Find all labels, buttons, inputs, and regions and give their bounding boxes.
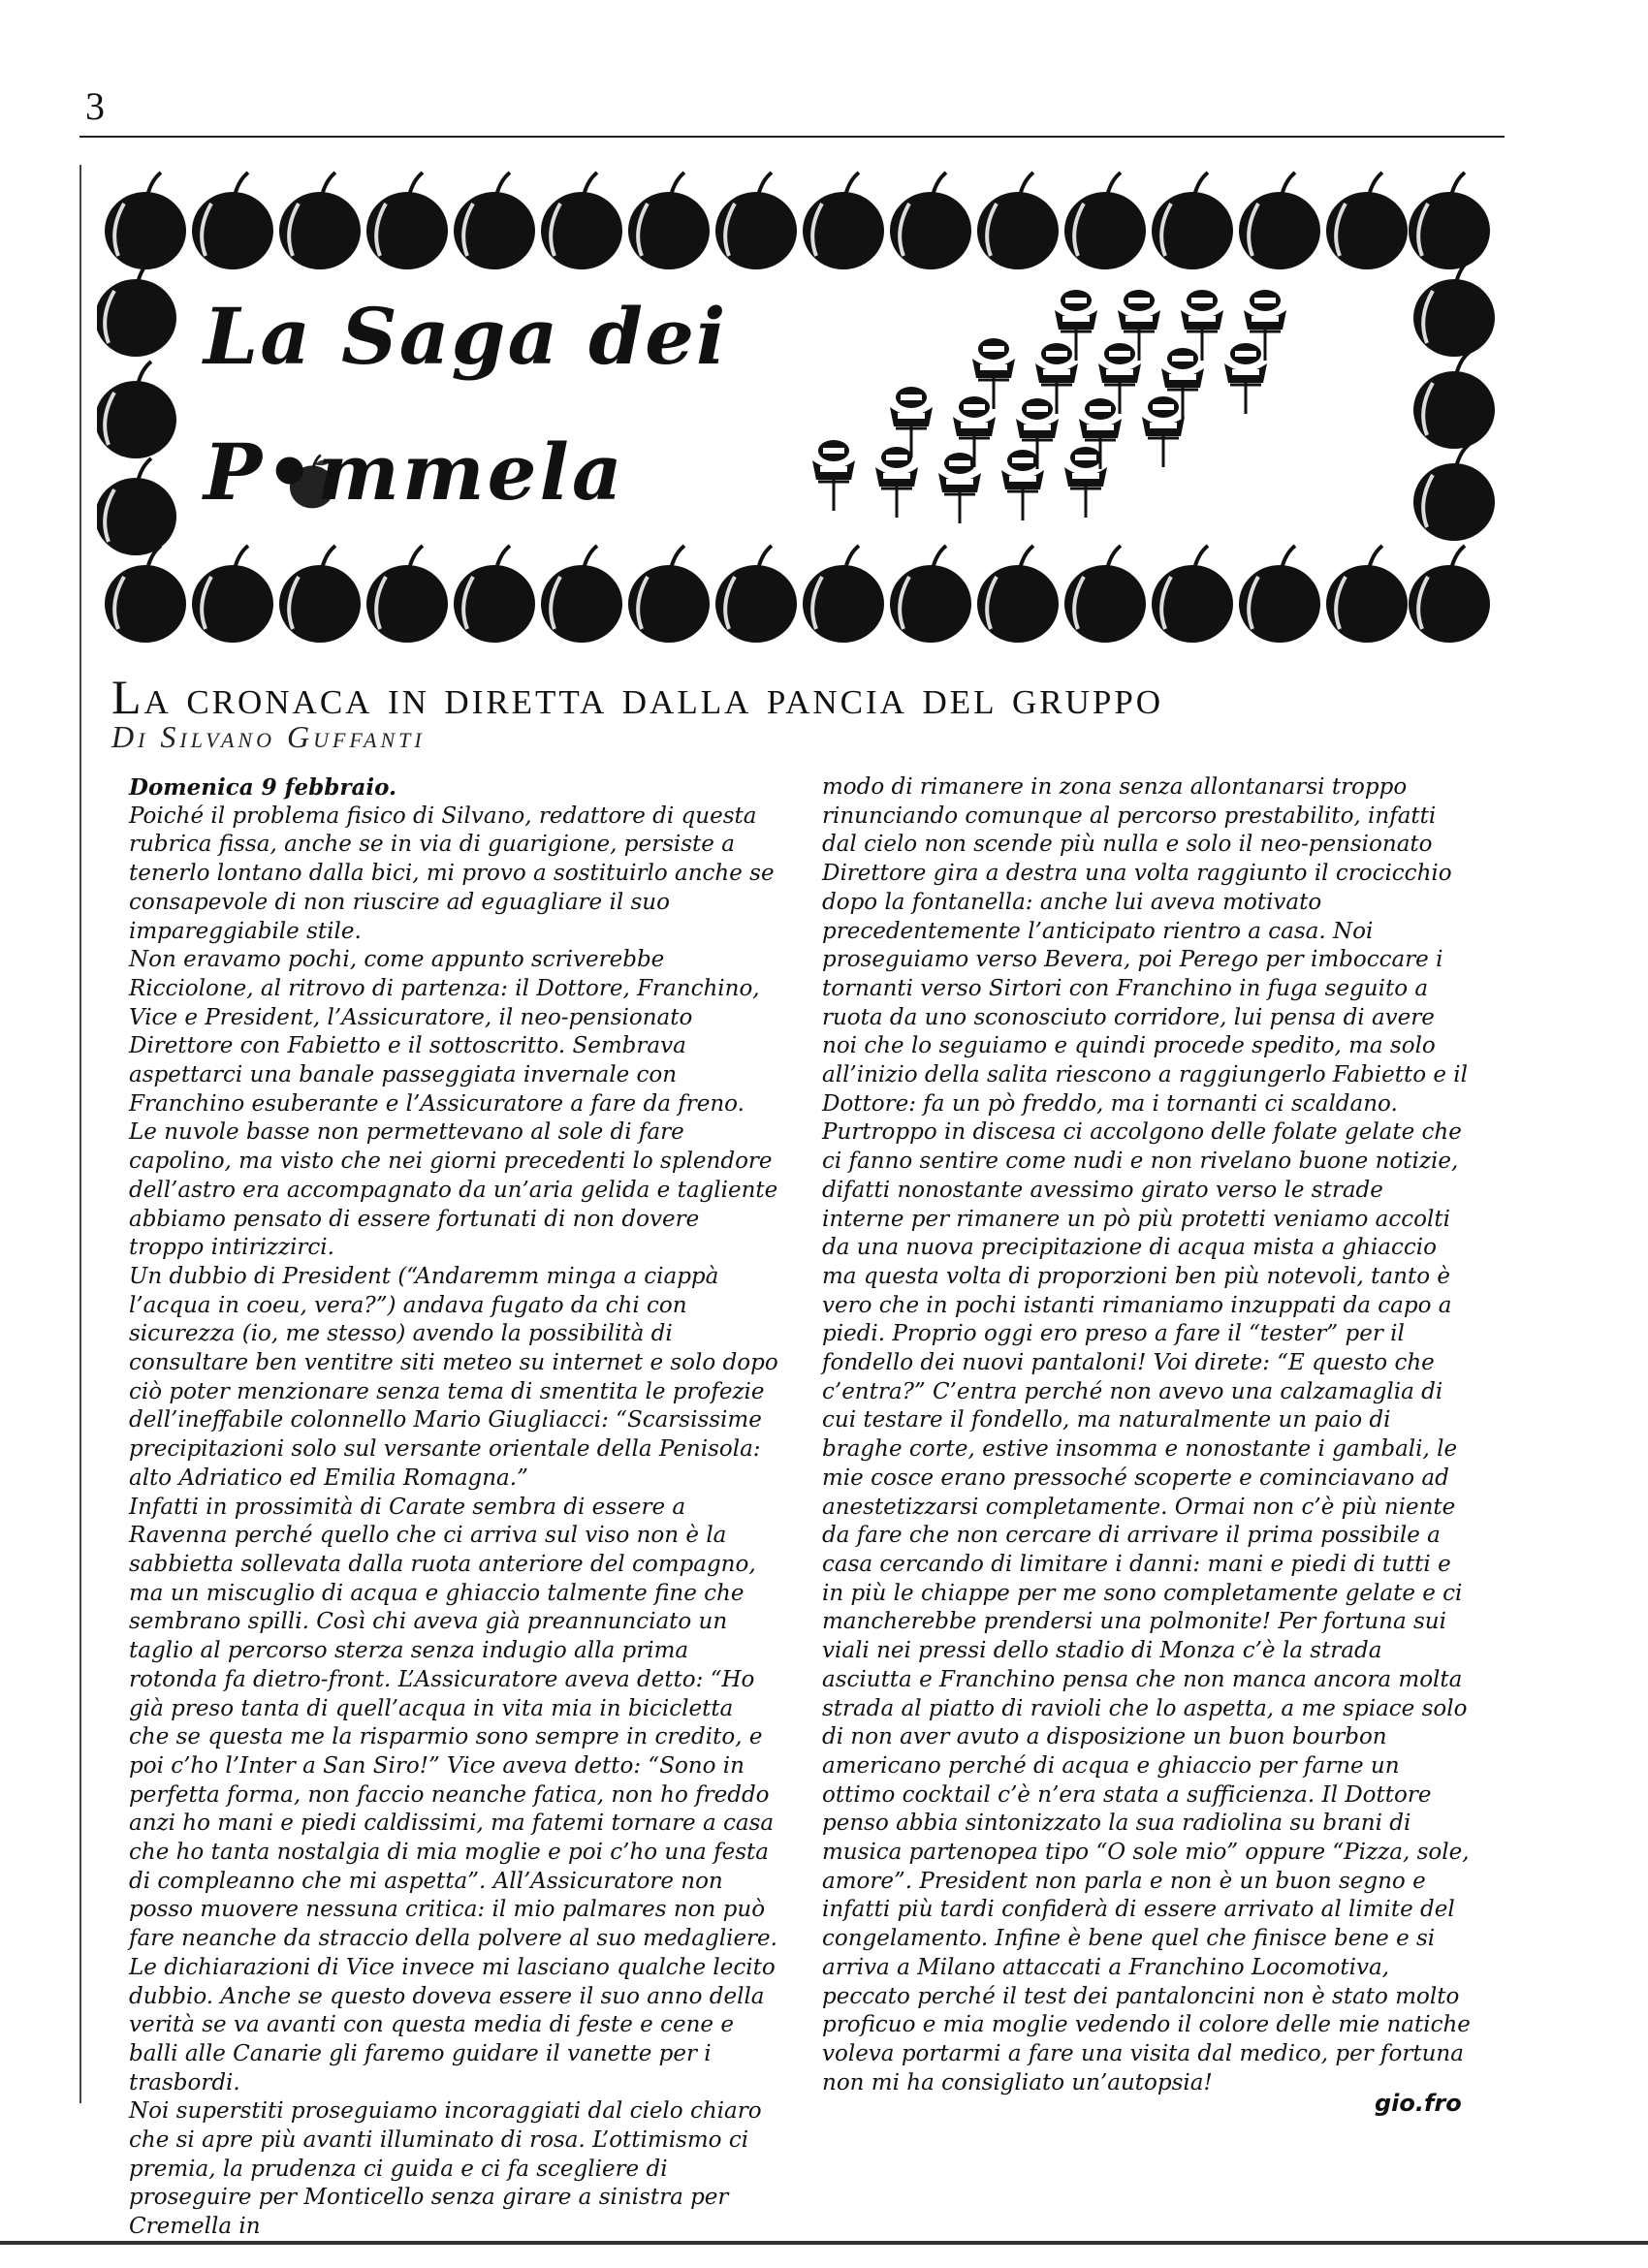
paragraph: Noi superstiti proseguiamo incoraggiati dal cielo chiaro che si apre più avanti illuminato di rosa. L’ottimismo ci premia, la prudenza ci guida e ci fa scegliere di proseguire per Monticello senza girare a sinistra per Cremella in bbox=[129, 2098, 762, 2240]
banner-title-line2: P•mmela bbox=[204, 426, 625, 518]
article-column-right bbox=[822, 773, 1472, 2097]
article-column-left bbox=[129, 773, 778, 2242]
article-signature: gio.fro bbox=[1375, 2090, 1462, 2117]
banner-graphics bbox=[97, 155, 1498, 659]
paragraph: Poiché il problema fisico di Silvano, redattore di questa rubrica fissa, anche se in via di guarigione, persiste a tenerlo lontano dalla bici, mi provo a sostituirlo anche se consapevole di non riuscire ad eguagliare il suo impareggiabile stile. bbox=[129, 803, 775, 944]
paragraph: modo di rimanere in zona senza allontanarsi troppo rinunciando comunque al percorso prestabilito, infatti dal cielo non scende più nulla e solo il neo-pensionato Direttore gira a destra una volta raggiunto il crocicchio dopo la fontanella: anche lui aveva motivato precedentemente l’anticipato rientro a casa. Noi proseguiamo verso Bevera, poi Perego per imboccare i tornanti verso Sirtori con Franchino in fuga seguito a ruota da uno sconosciuto corridore, lui pensa di avere noi che lo seguiamo e quindi procede spedito, ma solo all’inizio della salita riescono a raggiungerlo Fabietto e il Dottore: fa un pò freddo, ma i tornanti ci scaldano. Purtroppo in discesa ci accolgono delle folate gelate che ci fanno sentire come nudi e non rivelano buone notizie, difatti nonostante avessimo girato verso le strade interne per rimanere un pò più protetti veniamo accolti da una nuova precipitazione di acqua mista a ghiaccio ma questa volta di proporzioni ben più notevoli, tanto è vero che in pochi istanti rimaniamo inzuppati da capo a piedi. Proprio oggi ero preso a fare il “tester” per il fondello dei nuovi pantaloni! Voi direte: “E questo che c’entra?” C’entra perché non avevo una calzamaglia di cui testare il fondello, ma naturalmente un paio di braghe corte, estive insomma e nonostante i gambali, le mie cosce erano pressoché scoperte e cominciavano ad anestetizzarsi completamente. Ormai non c’è più niente da fare che non cercare di arrivare il prima possibile a casa cercando di limitare i danni: mani e piedi di tutti e in più le chiappe per me sono completamente gelate e ci mancherebbe prendersi una polmonite! Per fortuna sui viali nei pressi dello stadio di Monza c’è la strada asciutta e Franchino pensa che non manca ancora molta strada al piatto di ravioli che lo aspetta, a me spiace solo di non aver avuto a disposizione un buon bourbon americano perché di acqua e ghiaccio per farne un ottimo cocktail c’è n’era stata a sufficienza. Il Dottore penso abbia sintonizzato la sua radiolina su brani di musica partenopea tipo “O sole mio” oppure “Pizza, sole, amore”. President non parla e non è un buon segno e infatti più tardi confiderà di essere arrivato al limite del congelamento. Infine è bene quel che finisce bene e si arriva a Milano attaccati a Franchino Locomotiva, peccato perché il test dei pantaloncini non è stato molto proficuo e mia moglie vedendo il colore delle mie natiche voleva portarmi a fare una visita dal medico, per fortuna non mi ha consigliato un’autopsia! bbox=[822, 774, 1471, 2095]
banner-title-line1: La Saga dei bbox=[204, 291, 728, 382]
article-byline: Di Silvano Guffanti bbox=[111, 719, 426, 754]
footer-rule bbox=[0, 2241, 1648, 2245]
apple-border-bottom bbox=[105, 546, 1490, 643]
page-number: 3 bbox=[85, 84, 105, 128]
masthead-banner bbox=[97, 155, 1498, 659]
article-headline: La cronaca in diretta dalla pancia del gruppo bbox=[111, 670, 1164, 724]
apple-border-right bbox=[1413, 260, 1495, 541]
cyclists-illustration bbox=[812, 290, 1286, 523]
paragraph: Non eravamo pochi, come appunto scriverebbe Ricciolone, al ritrovo di partenza: il Dottore, Franchino, Vice e President, l’Assicuratore, il neo-pensionato Direttore con Fabietto e il sottoscritto. Sembrava aspettarci una banale passeggiata invernale con Franchino esuberante e l’Assicuratore a fare da freno. Le nuvole basse non permettevano al sole di fare capolino, ma visto che nei giorni precedenti lo splendore dell’astro era accompagnato da un’aria gelida e tagliente abbiamo pensato di essere fortunati di non dovere troppo intirizzirci. bbox=[129, 947, 778, 1261]
paragraph: Infatti in prossimità di Carate sembra di essere a Ravenna perché quello che ci arriva sul viso non è la sabbietta sollevata dalla ruota anteriore del compagno, ma un miscuglio di acqua e ghiaccio talmente fine che sembrano spilli. Così chi aveva già preannunciato un taglio al percorso sterza senza indugio alla prima rotonda fa dietro-front. L’Assicuratore aveva detto: “Ho già preso tanta di quell’acqua in vita mia in bicicletta che se questa me la risparmio sono sempre in credito, e poi c’ho l’Inter a San Siro!” Vice aveva detto: “Sono in perfetta forma, non faccio neanche fatica, non ho freddo anzi ho mani e piedi caldissimi, ma fatemi tornare a casa che ho tanta nostalgia di mia moglie e poi c’ho una festa di compleanno che mi aspetta”. All’Assicuratore non posso muovere nessuna critica: il mio palmares non può fare neanche da straccio della polvere al suo medagliere. Le dichiarazioni di Vice invece mi lasciano qualche lecito dubbio. Anche se questo doveva essere il suo anno della verità se va avanti con questa media di feste e cene e balli alle Canarie gli faremo guidare il vanette per i trasbordi. bbox=[129, 1494, 777, 2095]
left-margin-rule bbox=[79, 165, 81, 2103]
paragraph: Un dubbio di President (“Andaremm minga a ciappà l’acqua in coeu, vera?”) andava fugato da chi con sicurezza (io, me stesso) avendo la possibilità di consultare ben ventitre siti meteo su internet e solo dopo ciò poter menzionare senza tema di smentita le profezie dell’ineffabile colonnello Mario Giugliacci: “Scarsissime precipitazioni solo sul versante orientale della Penisola: alto Adriatico ed Emilia Romagna.” bbox=[129, 1263, 778, 1491]
header-rule bbox=[79, 136, 1505, 138]
article-dateline: Domenica 9 febbraio. bbox=[129, 774, 397, 801]
apple-border-left bbox=[97, 260, 176, 555]
apple-border-top bbox=[105, 173, 1490, 269]
